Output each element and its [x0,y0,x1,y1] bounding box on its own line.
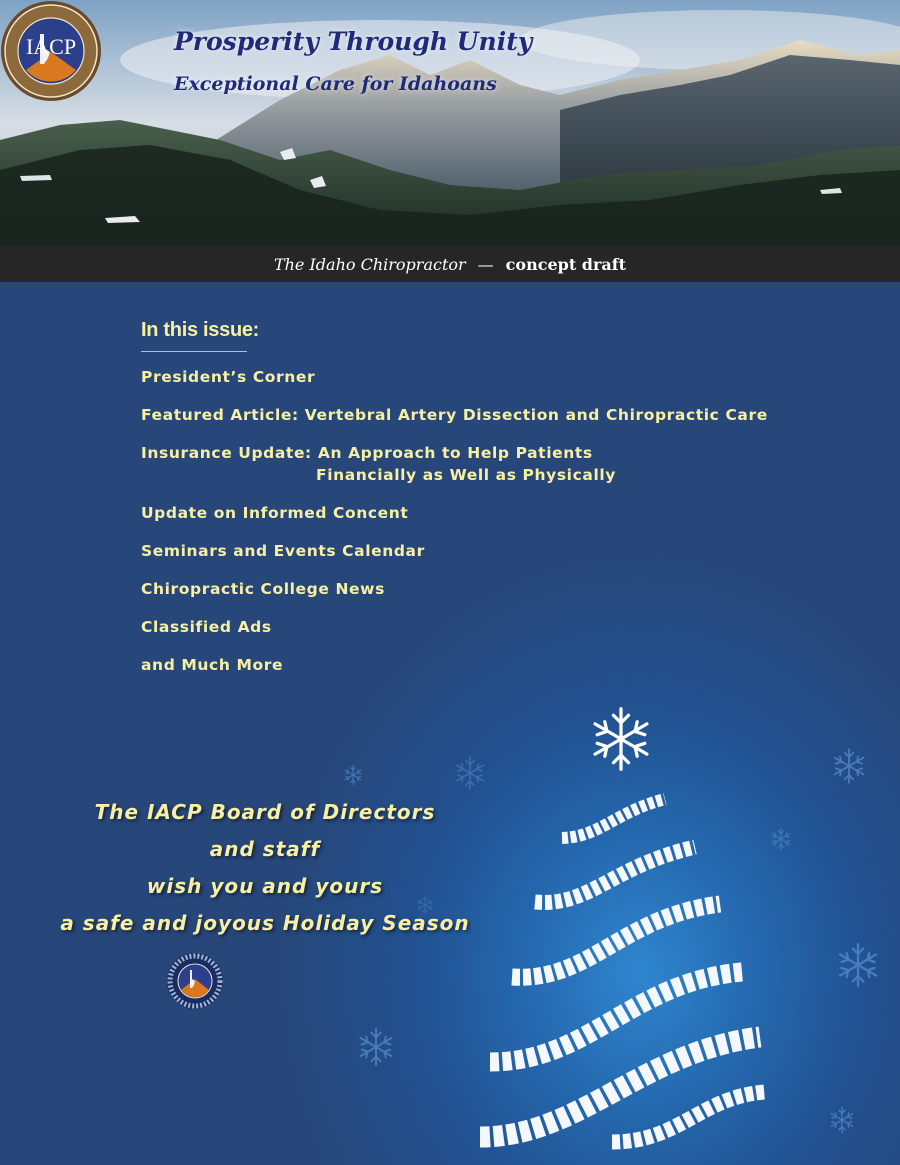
snowflake-icon [831,1107,853,1132]
issue-contents-list [141,366,768,676]
greeting-line: The IACP Board of Directors [94,800,436,824]
draft-status: concept draft [505,254,627,274]
hero-banner [0,0,900,246]
list-item-continuation: Financially as Well as Physically [316,466,616,484]
list-item-text: Update on Informed Concent [141,504,409,522]
holiday-greeting [60,794,470,942]
strip-separator: — [477,254,494,274]
greeting-line: wish you and yours [146,874,384,898]
header-subtitle: Exceptional Care for Idahoans [174,73,497,95]
list-item-text: and Much More [141,656,284,674]
in-this-issue-heading: In this issue: [141,319,260,341]
publication-name: The Idaho Chiropractor [273,254,466,274]
iacp-badge-logo [166,952,224,1010]
list-item [141,540,768,562]
list-item-text: Insurance Update: An Approach to Help Patients [141,444,593,462]
list-item-text: Chiropractic College News [141,580,385,598]
header-tagline: Prosperity Through Unity [174,27,533,56]
list-item-text: Classified Ads [141,618,272,636]
list-item [141,616,768,638]
list-item-text: President’s Corner [141,368,316,386]
list-item [141,654,768,676]
list-item [141,404,768,426]
heading-underline [141,351,247,352]
snowflake-icon [345,765,361,784]
greeting-line: and staff [209,837,321,861]
logo-text: IACP [25,34,77,59]
list-item [141,442,768,486]
publication-strip [0,246,900,282]
list-item [141,366,768,388]
snowflake-icon [595,709,647,769]
list-item [141,578,768,600]
snowflake-icon [772,828,790,849]
list-item-text: Seminars and Events Calendar [141,542,425,560]
iacp-logo [0,0,102,102]
list-item-text: Featured Article: Vertebral Artery Dissection and Chiropractic Care [141,406,768,424]
snowflake-icon [835,749,864,783]
spine-tree-illustration [480,799,765,1142]
snowflake-icon [457,758,483,789]
snowflake-icon [840,944,876,986]
main-content [0,282,900,1165]
list-item [141,502,768,524]
greeting-line: a safe and joyous Holiday Season [60,911,470,935]
snowflake-icon [360,1029,391,1065]
